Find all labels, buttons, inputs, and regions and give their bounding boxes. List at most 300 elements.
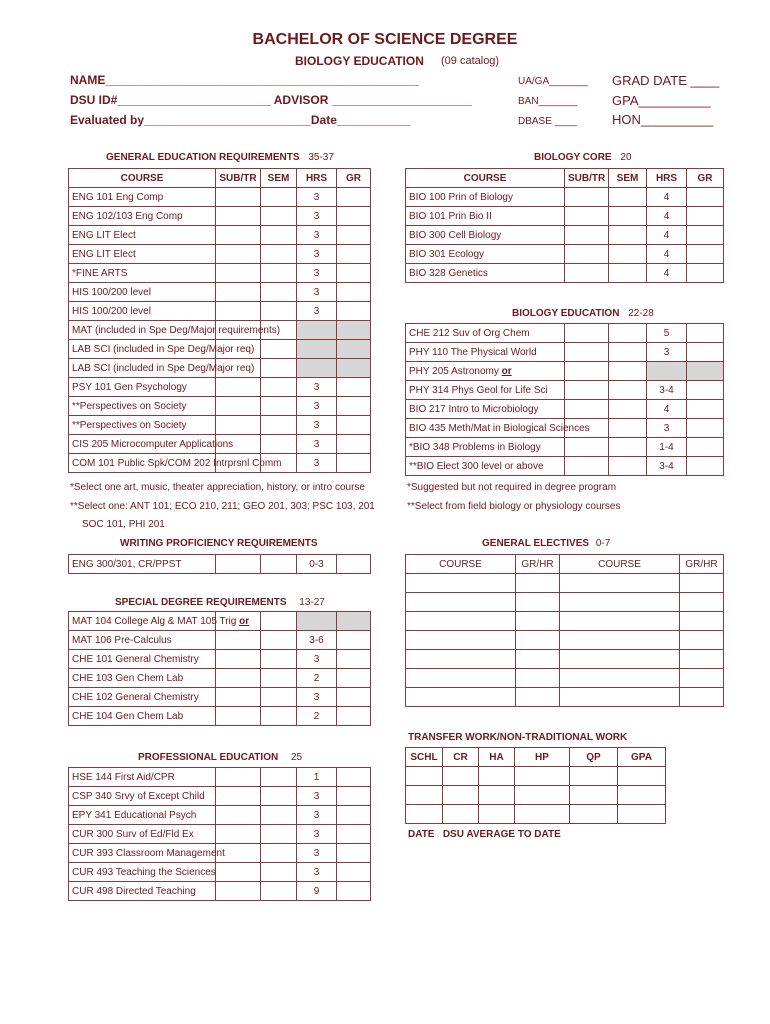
table-row	[69, 321, 371, 340]
id-advisor-field[interactable]: DSU ID#_______________________ ADVISOR _____________________	[70, 93, 472, 107]
sem-cell[interactable]	[609, 324, 647, 343]
subtr-cell[interactable]	[216, 302, 261, 321]
subtr-cell[interactable]	[216, 378, 261, 397]
entry-cell[interactable]	[680, 669, 724, 688]
sem-cell[interactable]	[261, 882, 297, 901]
gr-cell[interactable]	[337, 612, 371, 631]
sem-cell[interactable]	[261, 707, 297, 726]
entry-cell[interactable]	[515, 767, 570, 786]
hrs-cell: 3	[297, 806, 337, 825]
gr-cell[interactable]	[337, 397, 371, 416]
sem-cell[interactable]	[261, 188, 297, 207]
sem-cell[interactable]	[261, 264, 297, 283]
entry-cell[interactable]	[406, 612, 516, 631]
table-row	[69, 397, 371, 416]
col-hrs: HRS	[647, 169, 687, 188]
gr-cell[interactable]	[687, 381, 724, 400]
sem-cell[interactable]	[261, 397, 297, 416]
course-name: MAT 106 Pre-Calculus	[72, 634, 172, 646]
subtr-cell[interactable]	[216, 631, 261, 650]
table-row	[406, 631, 724, 650]
hrs-cell: 3	[647, 419, 687, 438]
sem-cell[interactable]	[261, 863, 297, 882]
subtr-cell[interactable]	[216, 707, 261, 726]
course-cell	[406, 400, 565, 419]
course-cell	[406, 457, 565, 476]
sem-cell[interactable]	[261, 245, 297, 264]
entry-cell[interactable]	[479, 805, 515, 824]
gr-cell[interactable]	[337, 245, 371, 264]
course-cell	[69, 378, 216, 397]
sem-cell[interactable]	[609, 362, 647, 381]
entry-cell[interactable]	[516, 688, 560, 707]
col-grhr: GR/HR	[680, 555, 724, 574]
gr-cell[interactable]	[337, 806, 371, 825]
sem-cell[interactable]	[261, 226, 297, 245]
table-row	[69, 359, 371, 378]
subtr-cell[interactable]	[216, 806, 261, 825]
gr-cell[interactable]	[337, 283, 371, 302]
sem-cell[interactable]	[609, 207, 647, 226]
hrs-cell: 0-3	[297, 555, 337, 574]
sem-cell[interactable]	[261, 787, 297, 806]
special-title-text: SPECIAL DEGREE REQUIREMENTS	[115, 597, 287, 608]
gr-cell[interactable]	[337, 555, 371, 574]
hrs-cell: 3	[297, 264, 337, 283]
course-name: ENG LIT Elect	[72, 248, 136, 260]
hrs-cell: 3	[297, 416, 337, 435]
sem-cell[interactable]	[261, 359, 297, 378]
gr-cell[interactable]	[687, 226, 724, 245]
table-row	[406, 362, 724, 381]
gr-cell[interactable]	[337, 340, 371, 359]
entry-cell[interactable]	[618, 786, 666, 805]
entry-cell[interactable]	[406, 767, 443, 786]
hrs-cell: 3	[297, 283, 337, 302]
entry-cell[interactable]	[515, 786, 570, 805]
sem-cell[interactable]	[609, 381, 647, 400]
course-name: ENG LIT Elect	[72, 229, 136, 241]
entry-cell[interactable]	[516, 650, 560, 669]
sem-cell[interactable]	[609, 457, 647, 476]
subtr-cell[interactable]	[565, 245, 609, 264]
entry-cell[interactable]	[680, 593, 724, 612]
gr-cell[interactable]	[687, 457, 724, 476]
hrs-cell: 3	[297, 188, 337, 207]
gr-cell[interactable]	[687, 343, 724, 362]
entry-cell[interactable]	[516, 593, 560, 612]
entry-cell[interactable]	[443, 805, 479, 824]
entry-cell[interactable]	[406, 669, 516, 688]
gr-cell[interactable]	[687, 245, 724, 264]
course-name: *BIO 348 Problems in Biology	[409, 441, 541, 453]
table-row	[69, 688, 371, 707]
col-hp: HP	[515, 748, 570, 767]
entry-cell[interactable]	[560, 612, 680, 631]
transfer-body	[406, 767, 666, 824]
course-cell	[69, 188, 216, 207]
entry-cell[interactable]	[680, 574, 724, 593]
course-cell	[69, 787, 216, 806]
table-row	[406, 688, 724, 707]
course-name: CHE 104 Gen Chem Lab	[72, 710, 184, 722]
subtr-cell[interactable]	[216, 825, 261, 844]
sem-cell[interactable]	[261, 768, 297, 787]
col-course: COURSE	[69, 169, 216, 188]
gr-cell[interactable]	[337, 207, 371, 226]
hrs-cell: 3	[297, 825, 337, 844]
electives-body	[406, 574, 724, 707]
entry-cell[interactable]	[406, 650, 516, 669]
entry-cell[interactable]	[406, 593, 516, 612]
subtr-cell[interactable]	[216, 669, 261, 688]
professional-title-text: PROFESSIONAL EDUCATION	[138, 752, 279, 763]
course-name: LAB SCI (included in Spe Deg/Major req)	[72, 362, 255, 374]
entry-cell[interactable]	[443, 786, 479, 805]
subtr-cell[interactable]	[216, 768, 261, 787]
sem-cell[interactable]	[261, 844, 297, 863]
entry-cell[interactable]	[479, 767, 515, 786]
hrs-cell: 3	[297, 302, 337, 321]
table-row	[69, 555, 371, 574]
entry-cell[interactable]	[560, 574, 680, 593]
sem-cell[interactable]	[261, 378, 297, 397]
course-cell	[69, 435, 234, 454]
sem-cell[interactable]	[609, 400, 647, 419]
course-cell	[69, 555, 216, 574]
entry-cell[interactable]	[516, 669, 560, 688]
course-cell	[69, 321, 281, 340]
table-row	[406, 226, 724, 245]
col-course: COURSE	[406, 169, 565, 188]
ban-field[interactable]: BAN_______	[518, 96, 578, 107]
sem-cell[interactable]	[261, 806, 297, 825]
hrs-cell	[297, 359, 337, 378]
course-cell	[69, 245, 216, 264]
entry-cell[interactable]	[515, 805, 570, 824]
table-row	[69, 882, 371, 901]
sem-cell[interactable]	[261, 688, 297, 707]
gr-cell[interactable]	[687, 400, 724, 419]
subtr-cell[interactable]	[565, 381, 609, 400]
gr-cell[interactable]	[687, 188, 724, 207]
subtr-cell[interactable]	[216, 207, 261, 226]
table-row	[69, 226, 371, 245]
hrs-cell: 3-4	[647, 381, 687, 400]
table-row	[406, 593, 724, 612]
sem-cell[interactable]	[261, 612, 297, 631]
course-name: HSE 144 First Aid/CPR	[72, 771, 175, 783]
entry-cell[interactable]	[560, 669, 680, 688]
professional-table	[68, 767, 371, 901]
table-row	[69, 188, 371, 207]
gr-cell[interactable]	[337, 768, 371, 787]
table-row	[406, 805, 666, 824]
entry-cell[interactable]	[516, 631, 560, 650]
entry-cell[interactable]	[406, 631, 516, 650]
table-row	[406, 438, 724, 457]
col-subtr: SUB/TR	[565, 169, 609, 188]
col-hrs: HRS	[297, 169, 337, 188]
sem-cell[interactable]	[261, 340, 297, 359]
subtr-cell[interactable]	[565, 457, 609, 476]
electives-hours: 0-7	[595, 538, 611, 549]
sem-cell[interactable]	[609, 226, 647, 245]
course-cell	[69, 650, 216, 669]
entry-cell[interactable]	[680, 688, 724, 707]
hrs-cell: 3	[297, 454, 337, 473]
entry-cell[interactable]	[516, 612, 560, 631]
ua-ga-field[interactable]: UA/GA_______	[518, 76, 589, 87]
gen-ed-note-2: **Select one: ANT 101; ECO 210, 211; GEO 201, 303; PSC 103, 201	[70, 501, 375, 512]
entry-cell[interactable]	[560, 688, 680, 707]
gr-cell[interactable]	[337, 669, 371, 688]
subtr-cell[interactable]	[565, 438, 609, 457]
course-cell	[69, 359, 255, 378]
course-cell	[69, 863, 216, 882]
table-row	[69, 707, 371, 726]
name-field[interactable]: NAME_______________________________________________	[70, 73, 420, 87]
col-gr: GR	[687, 169, 724, 188]
subtr-cell[interactable]	[216, 416, 261, 435]
hrs-cell: 3	[297, 207, 337, 226]
gr-cell[interactable]	[337, 359, 371, 378]
table-row	[69, 454, 371, 473]
subtr-cell[interactable]	[216, 188, 261, 207]
course-cell	[69, 264, 216, 283]
sem-cell[interactable]	[609, 245, 647, 264]
bio-core-title	[534, 152, 632, 163]
table-row	[406, 324, 724, 343]
dbase-field[interactable]: DBASE ____	[518, 116, 577, 127]
col-sem: SEM	[609, 169, 647, 188]
course-name: COM 101 Public Spk/COM 202 Intrprsnl Comm	[72, 457, 282, 469]
grad-date-field[interactable]: GRAD DATE ____	[612, 73, 720, 88]
gr-cell[interactable]	[337, 378, 371, 397]
hrs-cell: 4	[647, 264, 687, 283]
bio-ed-hours: 22-28	[628, 308, 654, 319]
subtr-cell[interactable]	[216, 863, 261, 882]
entry-cell[interactable]	[479, 786, 515, 805]
hon-field[interactable]: HON__________	[612, 112, 714, 127]
course-name: PHY 205 Astronomy	[409, 365, 499, 377]
gr-cell[interactable]	[337, 825, 371, 844]
entry-cell[interactable]	[570, 786, 618, 805]
sem-cell[interactable]	[261, 302, 297, 321]
entry-cell[interactable]	[680, 612, 724, 631]
gr-cell[interactable]	[337, 416, 371, 435]
table-row	[406, 786, 666, 805]
sem-cell[interactable]	[609, 264, 647, 283]
bio-ed-table	[405, 323, 724, 476]
entry-cell[interactable]	[516, 574, 560, 593]
table-row	[69, 302, 371, 321]
entry-cell[interactable]	[406, 574, 516, 593]
special-body	[69, 612, 371, 726]
subtr-cell[interactable]	[216, 264, 261, 283]
course-name: HIS 100/200 level	[72, 305, 151, 317]
course-name: CHE 102 General Chemistry	[72, 691, 199, 703]
sem-cell[interactable]	[261, 669, 297, 688]
writing-body	[69, 555, 371, 574]
col-qp: QP	[570, 748, 618, 767]
hrs-cell: 3	[297, 435, 337, 454]
entry-cell[interactable]	[406, 688, 516, 707]
bio-core-hours: 20	[620, 152, 632, 163]
sem-cell[interactable]	[261, 825, 297, 844]
gr-cell[interactable]	[687, 264, 724, 283]
hrs-cell	[297, 340, 337, 359]
col-course: COURSE	[406, 555, 516, 574]
hrs-cell: 4	[647, 188, 687, 207]
sem-cell[interactable]	[609, 188, 647, 207]
entry-cell[interactable]	[560, 631, 680, 650]
gr-cell[interactable]	[337, 650, 371, 669]
writing-title: WRITING PROFICIENCY REQUIREMENTS	[120, 538, 318, 549]
table-row	[69, 787, 371, 806]
bio-ed-note-2: **Select from field biology or physiology courses	[407, 501, 621, 512]
subtr-cell[interactable]	[565, 188, 609, 207]
gr-cell[interactable]	[337, 435, 371, 454]
gr-cell[interactable]	[687, 362, 724, 381]
gr-cell[interactable]	[687, 324, 724, 343]
hrs-cell: 3-4	[647, 457, 687, 476]
entry-cell[interactable]	[443, 767, 479, 786]
course-name: BIO 435 Meth/Mat in Biological Sciences	[409, 422, 590, 434]
subtr-cell[interactable]	[565, 362, 609, 381]
course-name: PSY 101 Gen Psychology	[72, 381, 187, 393]
table-row	[406, 419, 724, 438]
col-schl: SCHL	[406, 748, 443, 767]
course-cell	[406, 188, 565, 207]
gr-cell[interactable]	[337, 321, 371, 340]
table-row	[406, 400, 724, 419]
entry-cell[interactable]	[560, 593, 680, 612]
sem-cell[interactable]	[261, 555, 297, 574]
subtr-cell[interactable]	[216, 688, 261, 707]
course-name: **Perspectives on Society	[72, 400, 187, 412]
sem-cell[interactable]	[261, 435, 297, 454]
course-name: CUR 498 Directed Teaching	[72, 885, 196, 897]
gr-cell[interactable]	[337, 882, 371, 901]
subtr-cell[interactable]	[216, 650, 261, 669]
col-grhr: GR/HR	[516, 555, 560, 574]
hrs-cell: 2	[297, 707, 337, 726]
writing-table	[68, 554, 371, 574]
gr-cell[interactable]	[337, 264, 371, 283]
entry-cell[interactable]	[570, 767, 618, 786]
electives-table	[405, 554, 724, 707]
subtr-cell[interactable]	[216, 226, 261, 245]
special-hours: 13-27	[299, 597, 325, 608]
entry-cell[interactable]	[618, 805, 666, 824]
table-row	[69, 631, 371, 650]
subtr-cell[interactable]	[565, 400, 609, 419]
entry-cell[interactable]	[406, 805, 443, 824]
table-row	[69, 669, 371, 688]
entry-cell[interactable]	[406, 786, 443, 805]
gr-cell[interactable]	[337, 688, 371, 707]
course-name: PHY 110 The Physical World	[409, 346, 537, 358]
sem-cell[interactable]	[261, 416, 297, 435]
gr-cell[interactable]	[337, 302, 371, 321]
entry-cell[interactable]	[680, 631, 724, 650]
course-cell	[69, 631, 216, 650]
subtr-cell[interactable]	[216, 245, 261, 264]
col-cr: CR	[443, 748, 479, 767]
entry-cell[interactable]	[680, 650, 724, 669]
gr-cell[interactable]	[337, 844, 371, 863]
subtr-cell[interactable]	[216, 397, 261, 416]
table-row	[406, 381, 724, 400]
sem-cell[interactable]	[609, 419, 647, 438]
bio-ed-body	[406, 324, 724, 476]
gen-ed-title	[106, 152, 334, 163]
course-cell	[69, 688, 216, 707]
course-name: **Perspectives on Society	[72, 419, 187, 431]
table-row	[406, 245, 724, 264]
gr-cell[interactable]	[337, 454, 371, 473]
evaluated-by-field[interactable]: Evaluated by_________________________Date___________	[70, 113, 411, 127]
course-cell	[406, 245, 565, 264]
entry-cell[interactable]	[570, 805, 618, 824]
bio-ed-note-1: *Suggested but not required in degree program	[407, 482, 617, 493]
subtr-cell[interactable]	[565, 264, 609, 283]
sem-cell[interactable]	[609, 343, 647, 362]
table-row	[69, 825, 371, 844]
subtr-cell[interactable]	[216, 555, 261, 574]
gr-cell[interactable]	[337, 631, 371, 650]
course-name: CUR 300 Surv of Ed/Fld Ex	[72, 828, 194, 840]
subtr-cell[interactable]	[216, 787, 261, 806]
sem-cell[interactable]	[261, 650, 297, 669]
sem-cell[interactable]	[609, 438, 647, 457]
table-row	[69, 340, 371, 359]
sem-cell[interactable]	[261, 631, 297, 650]
gr-cell[interactable]	[337, 707, 371, 726]
table-row	[69, 264, 371, 283]
entry-cell[interactable]	[560, 650, 680, 669]
entry-cell[interactable]	[618, 767, 666, 786]
gpa-field[interactable]: GPA__________	[612, 93, 711, 108]
course-cell	[406, 264, 565, 283]
subtr-cell[interactable]	[565, 226, 609, 245]
gr-cell[interactable]	[337, 226, 371, 245]
table-row	[69, 416, 371, 435]
hrs-cell: 3	[297, 397, 337, 416]
hrs-cell: 1-4	[647, 438, 687, 457]
subtr-cell[interactable]	[216, 882, 261, 901]
gr-cell[interactable]	[337, 787, 371, 806]
gr-cell[interactable]	[687, 207, 724, 226]
gr-cell[interactable]	[687, 419, 724, 438]
gr-cell[interactable]	[337, 863, 371, 882]
gr-cell[interactable]	[337, 188, 371, 207]
course-name: CUR 393 Classroom Management	[72, 847, 225, 859]
hrs-cell: 9	[297, 882, 337, 901]
hrs-cell: 3-6	[297, 631, 337, 650]
subtr-cell[interactable]	[565, 343, 609, 362]
hrs-cell: 4	[647, 400, 687, 419]
gr-cell[interactable]	[687, 438, 724, 457]
electives-title-text: GENERAL ELECTIVES	[482, 538, 590, 549]
sem-cell[interactable]	[261, 283, 297, 302]
sem-cell[interactable]	[261, 207, 297, 226]
subtr-cell[interactable]	[565, 324, 609, 343]
course-cell	[69, 882, 216, 901]
subtr-cell[interactable]	[565, 207, 609, 226]
subtr-cell[interactable]	[216, 283, 261, 302]
